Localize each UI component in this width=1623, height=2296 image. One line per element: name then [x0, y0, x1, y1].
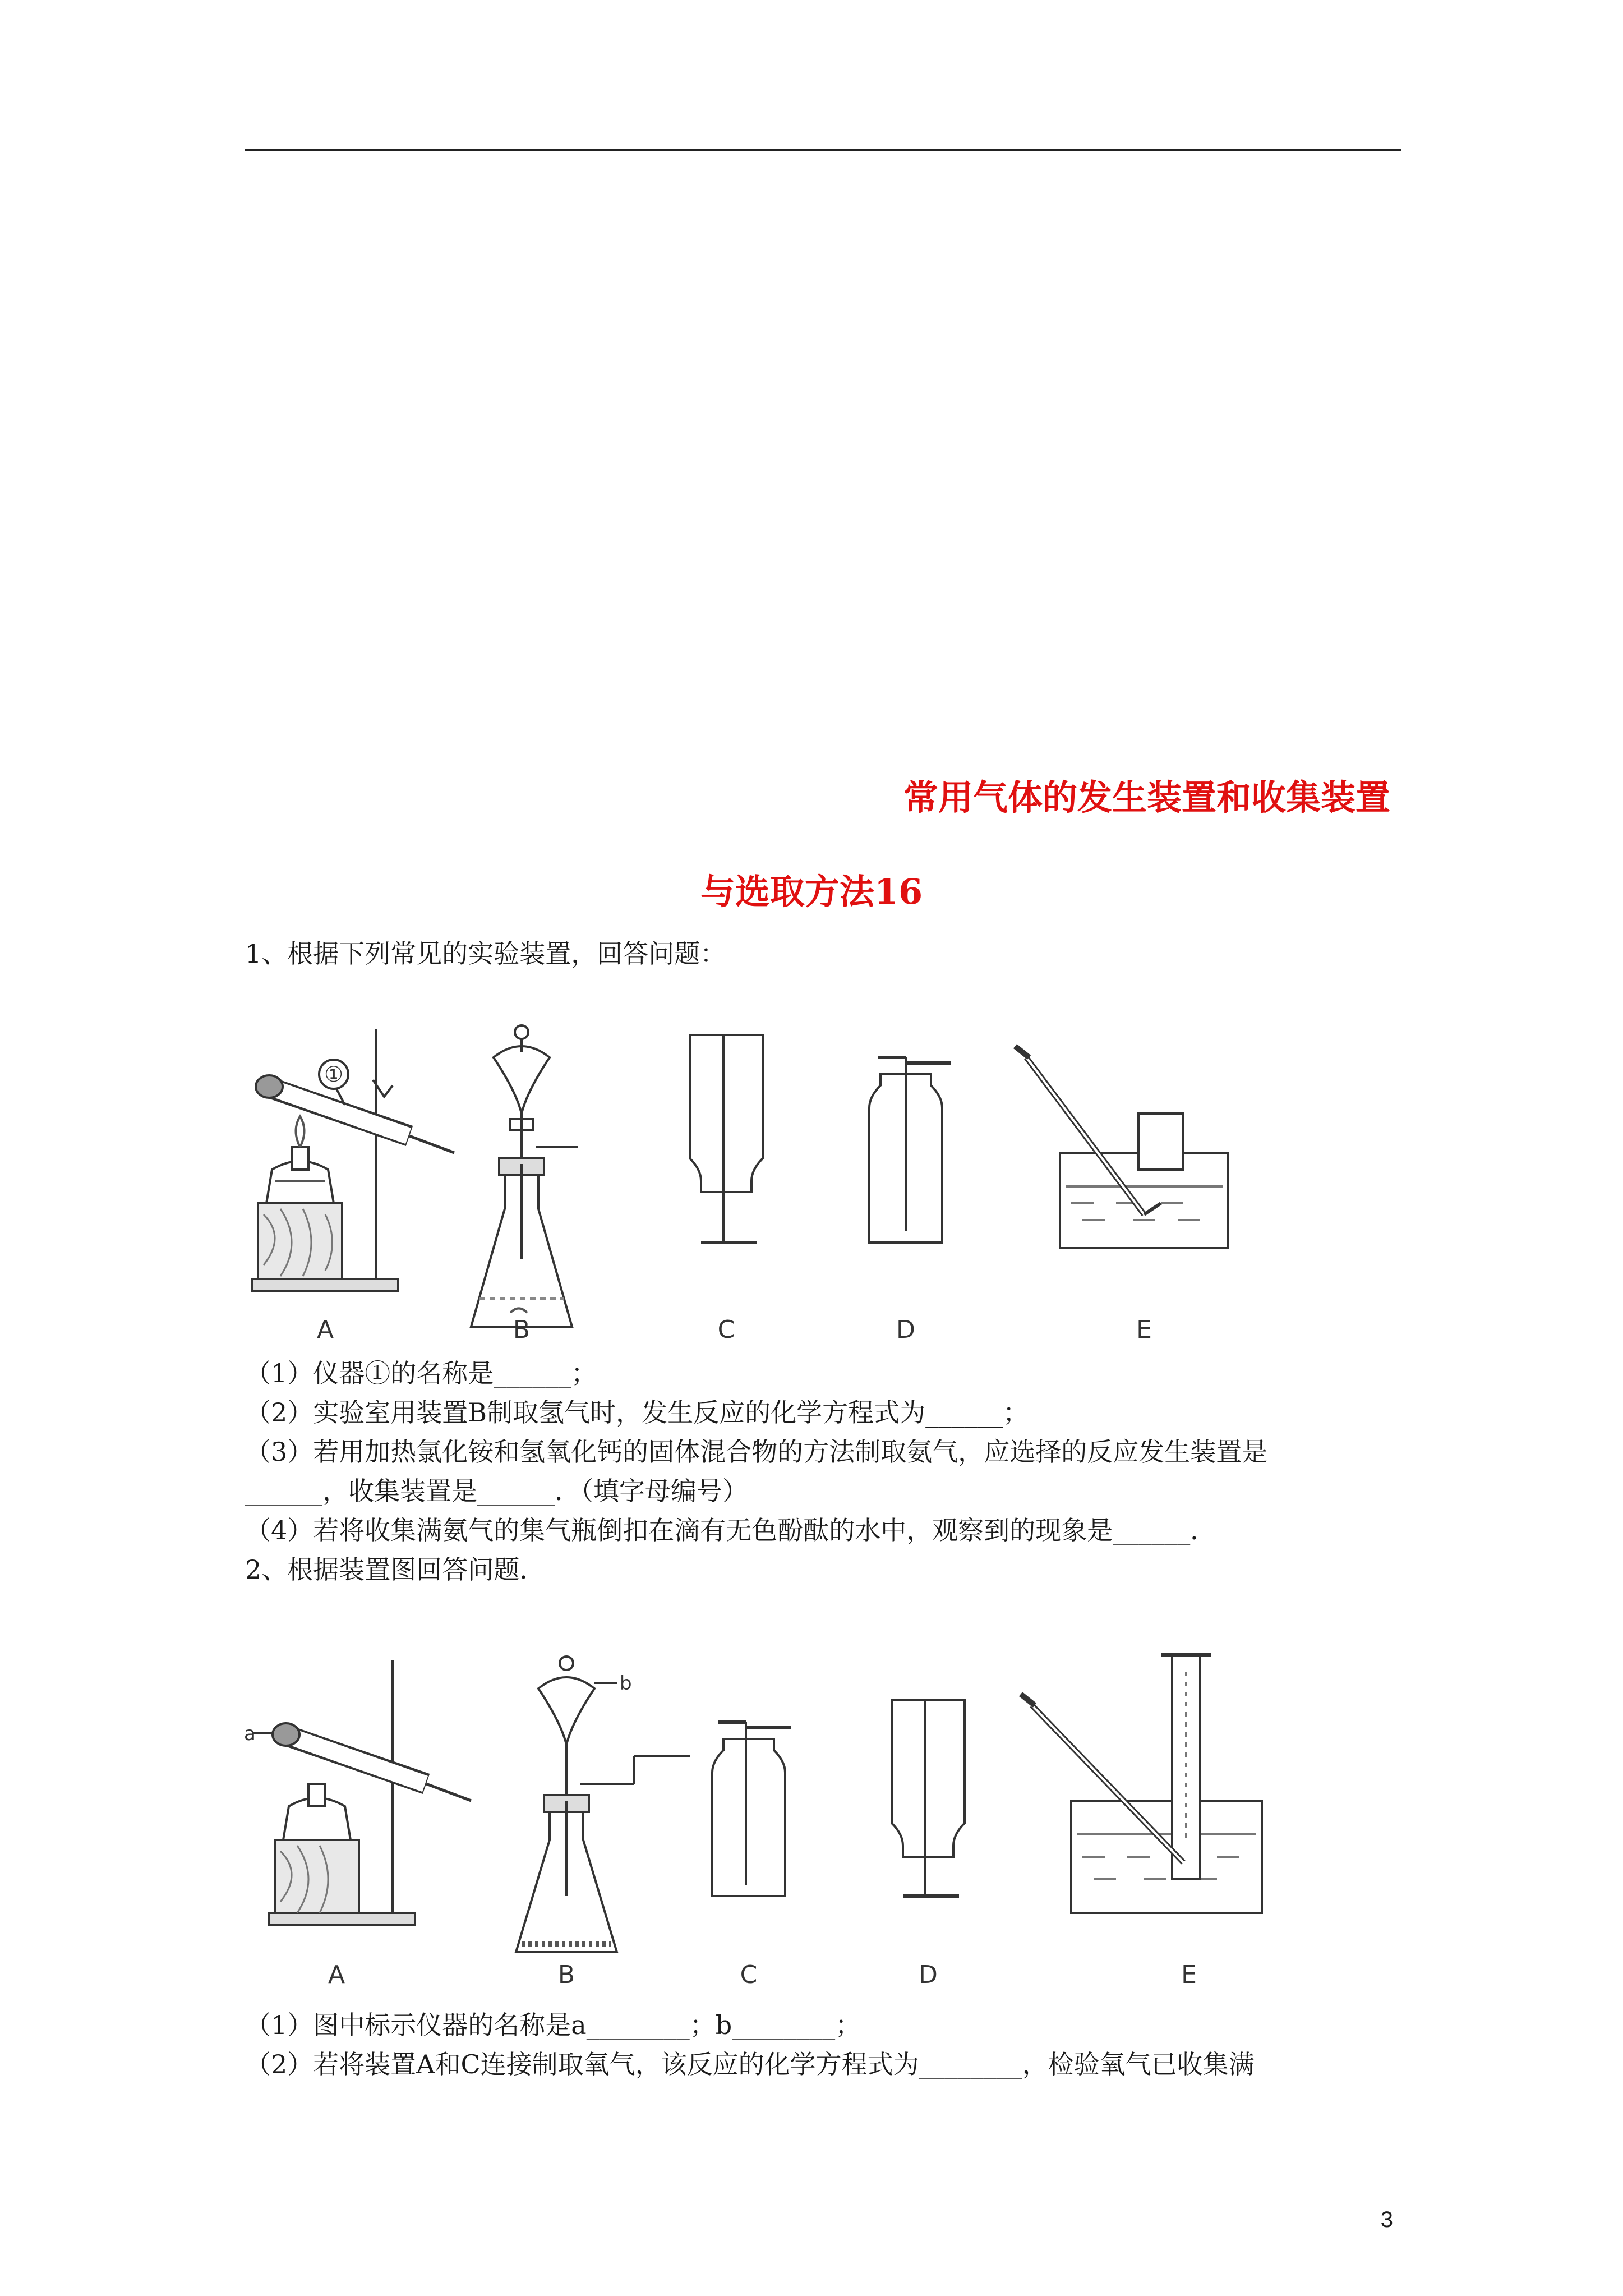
q2-label-d: D: [919, 1961, 938, 1989]
q1-label-e: E: [1136, 1315, 1152, 1344]
q1-stem: 1、根据下列常见的实验装置，回答问题：: [245, 938, 726, 969]
q1-sub-2: （2）实验室用装置B制取氢气时，发生反应的化学方程式为______；: [245, 1397, 1029, 1428]
q2-label-a: A: [328, 1961, 345, 1989]
svg-text:①: ①: [324, 1062, 344, 1087]
q1-sub-3-cont: ______，收集装置是______．（填字母编号）: [245, 1476, 748, 1506]
q1-apparatus-a: [252, 1029, 454, 1291]
q1-label-c: C: [717, 1315, 735, 1344]
q2-apparatus-e: [1021, 1655, 1262, 1913]
q2-apparatus-figure: [241, 1616, 1363, 1997]
q1-label-d: D: [896, 1315, 915, 1344]
q1-apparatus-figure: [241, 979, 1363, 1349]
svg-text:a: a: [244, 1723, 256, 1745]
q1-apparatus-e: [1015, 1046, 1228, 1248]
svg-text:b: b: [620, 1672, 632, 1695]
q1-apparatus-b: [471, 1025, 578, 1327]
q1-apparatus-d: [869, 1057, 951, 1243]
q2-sub-1: （1）图中标示仪器的名称是a________；b________；: [245, 2010, 861, 2040]
header-rule: [245, 149, 1401, 151]
q2-apparatus-b: [516, 1657, 690, 1952]
q2-apparatus-a: [244, 1660, 471, 1925]
q1-sub-3: （3）若用加热氯化铵和氢氧化钙的固体混合物的方法制取氨气，应选择的反应发生装置是: [245, 1437, 1268, 1467]
title-line-1: 常用气体的发生装置和收集装置: [903, 777, 1390, 818]
q2-stem: 2、根据装置图回答问题．: [245, 1554, 546, 1585]
q1-sub-1: （1）仪器①的名称是______；: [245, 1358, 597, 1388]
title-line-2: 与选取方法16: [700, 871, 923, 912]
q1-label-a: A: [316, 1315, 334, 1344]
q2-apparatus-c: [712, 1722, 791, 1896]
q2-apparatus-d: [892, 1700, 965, 1896]
q2-sub-2: （2）若将装置A和C连接制取氧气，该反应的化学方程式为________，检验氧气已收集满: [245, 2049, 1255, 2079]
q1-label-b: B: [513, 1315, 531, 1344]
page-number: 3: [1380, 2207, 1393, 2232]
q1-apparatus-c: [690, 1035, 763, 1243]
q2-label-e: E: [1181, 1961, 1197, 1989]
q2-label-b: B: [557, 1961, 575, 1989]
q2-label-c: C: [740, 1961, 758, 1989]
q1-sub-4: （4）若将收集满氨气的集气瓶倒扣在滴有无色酚酞的水中，观察到的现象是______．: [245, 1515, 1216, 1545]
